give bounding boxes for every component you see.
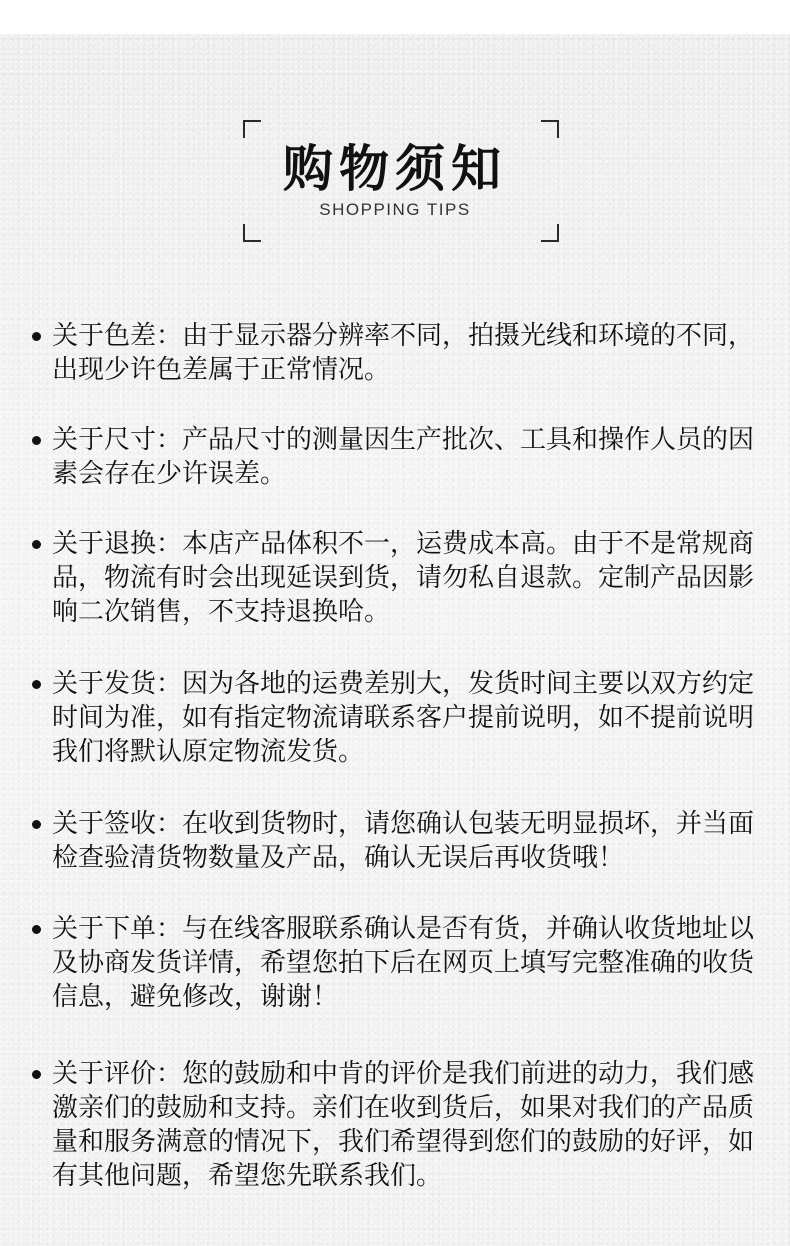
corner-bracket-bottom-right — [541, 224, 559, 242]
tip-text: 产品尺寸的测量因生产批次、工具和操作人员的因素会存在少许误差。 — [52, 425, 755, 489]
tip-text: 因为各地的运费差别大，发货时间主要以双方约定时间为准，如有指定物流请联系客户提前说明，如不提前说明我们将默认原定物流发货。 — [52, 669, 755, 767]
tip-ordering — [52, 912, 768, 1014]
bullet-icon — [32, 820, 41, 829]
page-title: 购物须知 — [283, 140, 507, 198]
tip-shipping — [52, 667, 768, 769]
tip-label: 关于下单： — [52, 914, 183, 944]
bullet-icon — [32, 540, 41, 549]
tip-returns — [52, 527, 768, 629]
tip-color-difference — [52, 319, 768, 387]
tip-label: 关于评价： — [52, 1059, 183, 1089]
bullet-icon — [32, 332, 41, 341]
bullet-icon — [32, 925, 41, 934]
corner-bracket-top-right — [541, 120, 559, 138]
tip-text: 您的鼓励和中肯的评价是我们前进的动力，我们感激亲们的鼓励和支持。亲们在收到货后，如果对我们的产品质量和服务满意的情况下，我们希望得到您们的鼓励的好评，如有其他问题，希望您先联系我们。 — [52, 1059, 755, 1191]
page-subtitle: SHOPPING TIPS — [319, 200, 471, 219]
page-header — [0, 0, 790, 260]
bullet-icon — [32, 436, 41, 445]
bullet-icon — [32, 1070, 41, 1079]
tip-text: 与在线客服联系确认是否有货，并确认收货地址以及协商发货详情，希望您拍下后在网页上填写完整准确的收货信息，避免修改，谢谢！ — [52, 914, 755, 1012]
tip-label: 关于尺寸： — [52, 425, 183, 455]
tip-label: 关于色差： — [52, 321, 183, 351]
corner-bracket-top-left — [243, 120, 261, 138]
tip-text: 本店产品体积不一，运费成本高。由于不是常规商品，物流有时会出现延误到货，请勿私自退款。定制产品因影响二次销售，不支持退换哈。 — [52, 529, 755, 627]
tip-reviews — [52, 1057, 768, 1193]
tip-size — [52, 423, 768, 491]
tip-text: 在收到货物时，请您确认包装无明显损坏，并当面检查验清货物数量及产品，确认无误后再收货哦！ — [52, 809, 755, 873]
tip-label: 关于签收： — [52, 809, 183, 839]
tip-text: 由于显示器分辨率不同，拍摄光线和环境的不同，出现少许色差属于正常情况。 — [52, 321, 755, 385]
tip-receiving — [52, 807, 768, 875]
bullet-icon — [32, 680, 41, 689]
corner-bracket-bottom-left — [243, 224, 261, 242]
tip-label: 关于退换： — [52, 529, 183, 559]
tip-label: 关于发货： — [52, 669, 183, 699]
